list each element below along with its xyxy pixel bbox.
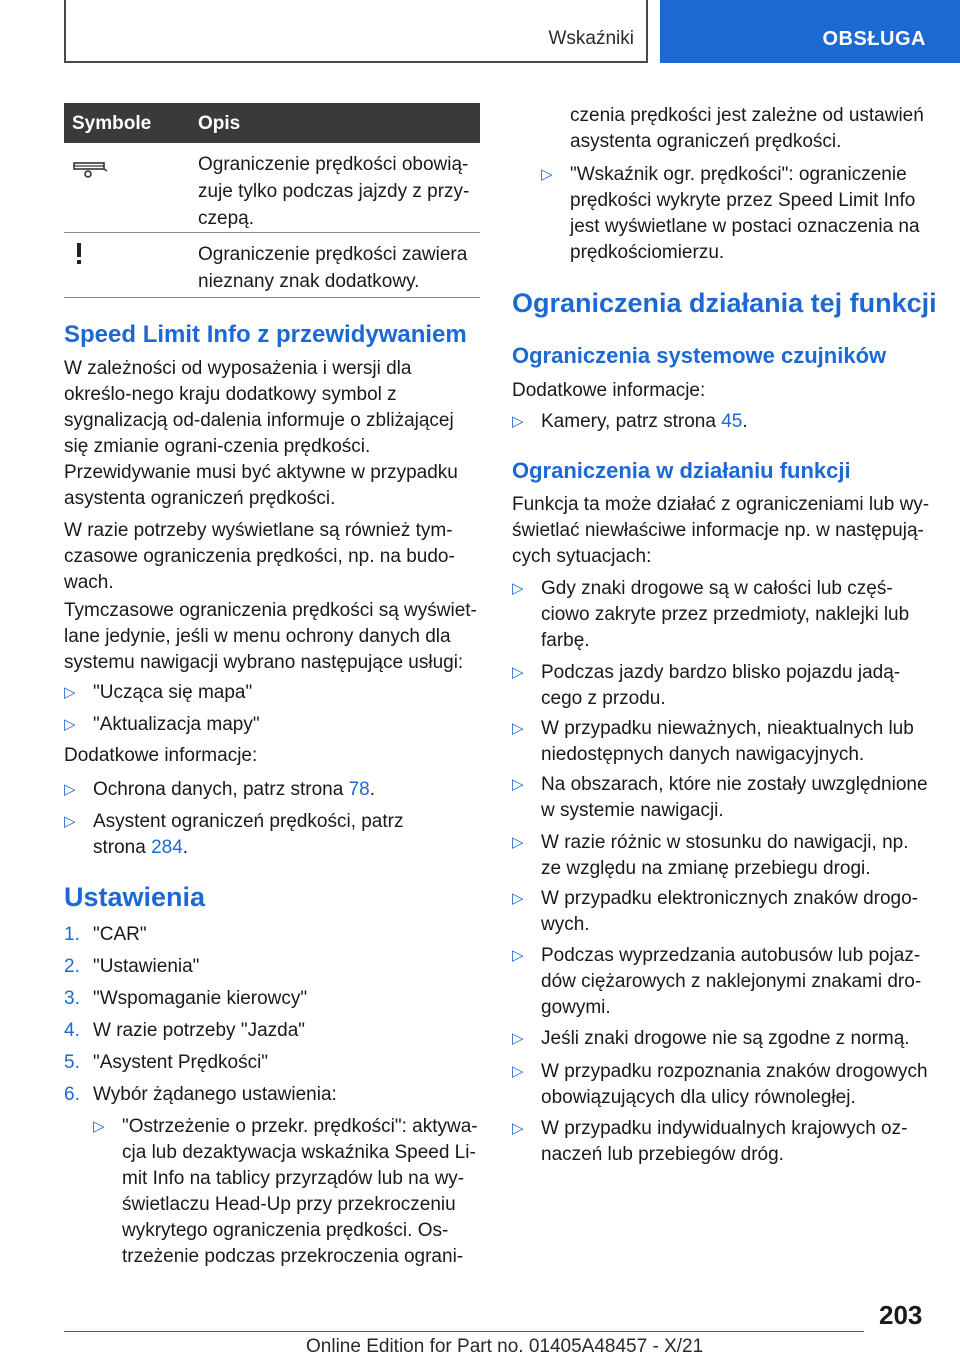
bullet-icon: ▷ bbox=[512, 720, 524, 737]
step-text: Wybór żądanego ustawienia: bbox=[93, 1084, 337, 1105]
header-section-box bbox=[64, 0, 648, 63]
list-item-text: "Ostrzeżenie o przekr. prędkości": aktywa-cja lub dezaktywacja wskaźnika Speed Li-mit Info na tablicy przyrządów lub na wy-świetlaczu Head-Up przy przekroczeniu wykrytego ograniczenia prędkości. Os-trzeżenie podczas przekroczenia ograni- bbox=[122, 1116, 478, 1267]
bullet-icon: ▷ bbox=[512, 1063, 524, 1080]
step-number: 6. bbox=[64, 1084, 80, 1105]
list-item bbox=[512, 830, 928, 882]
list-item-text: Na obszarach, które nie zostały uwzględnione w systemie nawigacji. bbox=[541, 774, 928, 821]
page-link-45[interactable]: 45 bbox=[721, 411, 743, 432]
list-item-text: Asystent ograniczeń prędkości, patrz strona bbox=[93, 811, 404, 858]
list-item bbox=[512, 1026, 928, 1052]
page-link-78[interactable]: 78 bbox=[348, 779, 370, 800]
step-text: "CAR" bbox=[93, 924, 147, 945]
list-item bbox=[512, 1116, 928, 1168]
list-item bbox=[64, 712, 480, 738]
heading-operation-limits: Ograniczenia w działaniu funkcji bbox=[512, 458, 851, 483]
exclamation-icon bbox=[74, 241, 84, 270]
bullet-icon: ▷ bbox=[512, 947, 524, 964]
header-section-title: Wskaźniki bbox=[548, 28, 634, 49]
bullet-icon: ▷ bbox=[512, 776, 524, 793]
step-number: 5. bbox=[64, 1052, 80, 1073]
bullet-icon: ▷ bbox=[512, 664, 524, 681]
bullet-icon: ▷ bbox=[512, 413, 524, 430]
step-text: "Wspomaganie kierowcy" bbox=[93, 988, 308, 1009]
more-info-label: Dodatkowe informacje: bbox=[64, 745, 258, 766]
bullet-icon: ▷ bbox=[512, 580, 524, 597]
table-row-desc: Ograniczenie prędkości zawiera nieznany znak dodatkowy. bbox=[198, 244, 468, 292]
bullet-icon: ▷ bbox=[512, 834, 524, 851]
list-item-text: W przypadku rozpoznania znaków drogowych obowiązujących dla ulicy równoległej. bbox=[541, 1061, 928, 1108]
page-number: 203 bbox=[879, 1300, 923, 1330]
list-item bbox=[512, 660, 928, 712]
list-item-text: Jeśli znaki drogowe nie są zgodne z normą. bbox=[541, 1028, 910, 1049]
list-item bbox=[541, 162, 928, 266]
bullet-icon: ▷ bbox=[512, 890, 524, 907]
list-item bbox=[512, 1059, 932, 1111]
step-number: 4. bbox=[64, 1020, 80, 1041]
list-item-text: Podczas jazdy bardzo blisko pojazdu jadą-cego z przodu. bbox=[541, 662, 901, 709]
page-link-284[interactable]: 284 bbox=[151, 837, 183, 858]
step-number: 2. bbox=[64, 956, 80, 977]
list-item-text: Podczas wyprzedzania autobusów lub pojaz-dów ciężarowych z naklejonymi znakami dro-gowymi. bbox=[541, 945, 922, 1018]
bullet-icon: ▷ bbox=[512, 1120, 524, 1137]
list-item-text: Gdy znaki drogowe są w całości lub częś-ciowo zakryte przez przedmioty, naklejki lub farbę. bbox=[541, 578, 910, 651]
table-col-symbol: Symbole bbox=[72, 113, 152, 134]
list-item: ▷ Asystent ograniczeń prędkości, patrz strona 284. bbox=[64, 811, 404, 858]
heading-speed-limit-predict: Speed Limit Info z przewidywaniem bbox=[64, 321, 467, 348]
list-item-text: Kamery, patrz strona bbox=[541, 411, 722, 432]
bullet-icon: ▷ bbox=[64, 684, 76, 701]
list-item bbox=[64, 680, 480, 706]
table-row bbox=[64, 233, 480, 298]
paragraph-operation-limits: Funkcja ta może działać z ograniczeniami lub wy-świetlać niewłaściwe informacje np. w następują-cych sytuacjach: bbox=[512, 494, 930, 567]
bullet-icon: ▷ bbox=[93, 1118, 105, 1135]
list-item-text: W przypadku indywidualnych krajowych oz-naczeń lub przebiegów dróg. bbox=[541, 1118, 908, 1165]
more-info-label: Dodatkowe informacje: bbox=[512, 380, 706, 401]
header-chapter-tab[interactable] bbox=[660, 0, 960, 63]
step-text: "Asystent Prędkości" bbox=[93, 1052, 269, 1073]
list-item: ▷ Kamery, patrz strona 45. bbox=[512, 409, 928, 435]
footer-divider bbox=[64, 1331, 864, 1332]
list-item-text: Ochrona danych, patrz strona bbox=[93, 779, 349, 800]
step-text: W razie potrzeby "Jazda" bbox=[93, 1020, 306, 1041]
footer-edition: Online Edition for Part no. 01405A48457 - X/21 bbox=[306, 1336, 704, 1357]
bullet-icon: ▷ bbox=[512, 1030, 524, 1047]
table-row bbox=[64, 143, 480, 233]
list-item bbox=[93, 1114, 480, 1270]
paragraph-services: Tymczasowe ograniczenia prędkości są wyświet-lane jedynie, jeśli w menu ochrony danych dla systemu nawigacji wybrano następujące usługi: bbox=[64, 600, 477, 673]
table-header bbox=[64, 103, 480, 143]
list-item bbox=[512, 943, 928, 1021]
bullet-icon: ▷ bbox=[541, 166, 553, 183]
list-item bbox=[512, 772, 928, 824]
list-item-text: "Aktualizacja mapy" bbox=[93, 714, 260, 735]
bullet-icon: ▷ bbox=[64, 813, 76, 830]
step-text: "Ustawienia" bbox=[93, 956, 200, 977]
list-item-text: W przypadku elektronicznych znaków drogo-wych. bbox=[541, 888, 919, 935]
bullet-icon: ▷ bbox=[64, 781, 76, 798]
list-item-text: W razie różnic w stosunku do nawigacji, np. ze względu na zmianę przebiegu drogi. bbox=[541, 832, 909, 879]
heading-settings: Ustawienia bbox=[64, 882, 206, 912]
list-item-text: "Wskaźnik ogr. prędkości": ograniczenie prędkości wykryte przez Speed Limit Info jest wyświetlane w postaci oznaczenia na prędkościomierzu. bbox=[570, 164, 920, 263]
table-row-desc: Ograniczenie prędkości obowią-zuje tylko podczas jajzdy z przy-czepą. bbox=[198, 154, 470, 229]
heading-function-limits: Ograniczenia działania tej funkcji bbox=[512, 288, 937, 318]
table-col-desc: Opis bbox=[198, 113, 241, 134]
list-item: ▷ Ochrona danych, patrz strona 78. bbox=[64, 777, 480, 803]
heading-sensor-limits: Ograniczenia systemowe czujników bbox=[512, 343, 887, 368]
list-item bbox=[512, 886, 928, 938]
bullet-icon: ▷ bbox=[64, 716, 76, 733]
list-item bbox=[512, 576, 928, 654]
step-number: 1. bbox=[64, 924, 80, 945]
step-number: 3. bbox=[64, 988, 80, 1009]
header-chapter-title: OBSŁUGA bbox=[822, 28, 926, 50]
continued-text: czenia prędkości jest zależne od ustawień asystenta ograniczeń prędkości. bbox=[570, 105, 924, 152]
list-item-text: W przypadku nieważnych, nieaktualnych lub niedostępnych danych nawigacyjnych. bbox=[541, 718, 914, 765]
trailer-speed-icon bbox=[72, 155, 108, 186]
list-item bbox=[512, 716, 928, 768]
paragraph-temporary: W razie potrzeby wyświetlane są również tym-czasowe ograniczenia prędkości, np. na budo-wach. bbox=[64, 520, 455, 593]
list-item-text: "Ucząca się mapa" bbox=[93, 682, 253, 703]
paragraph-predict: W zależności od wyposażenia i wersji dla określo-nego kraju dodatkowy symbol z sygnalizacją od-dalenia informuje o zbliżającej się zmianie ograni-czenia prędkości. Przewidywanie musi być aktywne w przypadku asystenta ograniczeń prędkości. bbox=[64, 358, 458, 509]
